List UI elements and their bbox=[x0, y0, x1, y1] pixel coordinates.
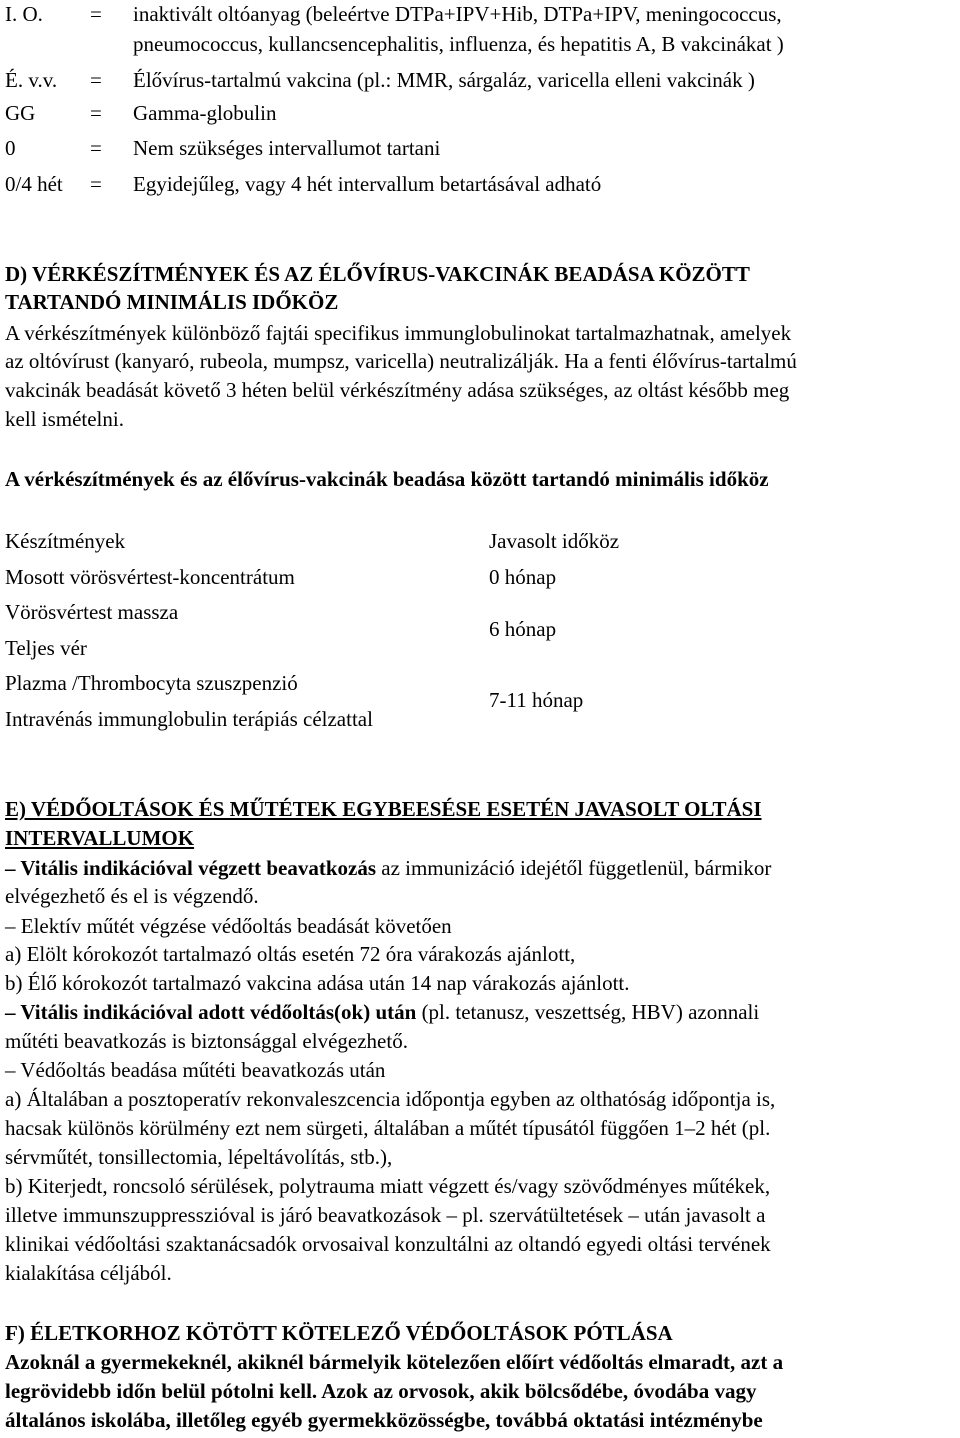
section-e-paragraph-line: – Védőoltás beadása műtéti beavatkozás után bbox=[5, 1058, 386, 1082]
section-e-heading-cont: INTERVALLUMOK bbox=[5, 826, 195, 850]
section-e-paragraph-line: – Elektív műtét végzése védőoltás beadását követően bbox=[5, 914, 452, 938]
section-e-paragraph-line: elvégezhető és el is végzendő. bbox=[5, 884, 259, 908]
equals-sign: = bbox=[90, 136, 102, 160]
section-d-paragraph-line: vakcinák beadását követő 3 héten belül vérkészítmény adása szükséges, az oltást később meg bbox=[5, 378, 790, 402]
section-e-paragraph-line: hacsak különös körülmény ezt nem sürgeti, általában a műtét típusától függően 1–2 hét (pl. bbox=[5, 1116, 771, 1140]
abbr-term: É. v.v. bbox=[5, 68, 58, 92]
section-e-paragraph-line: sérvműtét, tonsillectomia, lépeltávolítás, stb.), bbox=[5, 1145, 393, 1169]
abbr-definition: Nem szükséges intervallumot tartani bbox=[133, 136, 441, 160]
paragraph-text: az immunizáció idejétől függetlenül, bármikor bbox=[376, 856, 772, 880]
section-e-paragraph-line: b) Kiterjedt, roncsoló sérülések, polytrauma miatt végzett és/vagy szövődményes műtékek, bbox=[5, 1174, 771, 1198]
equals-sign: = bbox=[90, 2, 102, 26]
table-product: Vörösvértest massza bbox=[5, 600, 179, 624]
table-interval: 6 hónap bbox=[489, 617, 557, 641]
section-d-paragraph-line: A vérkészítmények különböző fajtái specifikus immunglobulinokat tartalmazhatnak, amelyek bbox=[5, 321, 792, 345]
equals-sign: = bbox=[90, 172, 102, 196]
abbr-term: 0 bbox=[5, 136, 16, 160]
table-product: Intravénás immunglobulin terápiás célzattal bbox=[5, 707, 373, 731]
section-e-paragraph-line: klinikai védőoltási szaktanácsadók orvosaival konzultálni az oltandó egyedi oltási tervének bbox=[5, 1232, 771, 1256]
equals-sign: = bbox=[90, 101, 102, 125]
section-e-paragraph-line: kialakítása céljából. bbox=[5, 1261, 172, 1285]
table-header-interval: Javasolt időköz bbox=[489, 529, 620, 553]
abbr-term: 0/4 hét bbox=[5, 172, 63, 196]
table-interval: 0 hónap bbox=[489, 565, 557, 589]
table-header-products: Készítmények bbox=[5, 529, 126, 553]
section-f-paragraph-line: Azoknál a gyermekeknél, akiknél bármelyik kötelezően előírt védőoltás elmaradt, azt a bbox=[5, 1350, 784, 1374]
section-e-paragraph-line: illetve immunszuppresszióval is járó beavatkozások – pl. szervátültetések – után javasolt a bbox=[5, 1203, 766, 1227]
section-e-paragraph bbox=[5, 1000, 759, 1025]
table-product: Teljes vér bbox=[5, 636, 87, 660]
abbr-definition: Egyidejűleg, vagy 4 hét intervallum betartásával adható bbox=[133, 172, 602, 196]
table-interval: 7-11 hónap bbox=[489, 688, 584, 712]
table-product: Mosott vörösvértest-koncentrátum bbox=[5, 565, 295, 589]
bold-phrase: – Vitális indikációval végzett beavatkozás bbox=[5, 856, 376, 880]
equals-sign: = bbox=[90, 68, 102, 92]
section-d-paragraph-line: kell ismételni. bbox=[5, 407, 124, 431]
section-f-paragraph-line: legrövidebb időn belül pótolni kell. Azok az orvosok, akik bölcsődébe, óvodába vagy bbox=[5, 1379, 757, 1403]
section-f-heading: F) ÉLETKORHOZ KÖTÖTT KÖTELEZŐ VÉDŐOLTÁSOK PÓTLÁSA bbox=[5, 1321, 673, 1345]
abbr-definition: inaktivált oltóanyag (beleértve DTPa+IPV+Hib, DTPa+IPV, meningococcus, bbox=[133, 2, 782, 26]
abbr-term: I. O. bbox=[5, 2, 43, 26]
abbr-definition: Élővírus-tartalmú vakcina (pl.: MMR, sárgaláz, varicella elleni vakcinák ) bbox=[133, 68, 755, 92]
section-d-paragraph-line: az oltóvírust (kanyaró, rubeola, mumpsz, varicella) neutralizálják. Ha a fenti élővírus-tartalmú bbox=[5, 349, 797, 373]
bold-phrase: – Vitális indikációval adott védőoltás(ok) után bbox=[5, 1000, 417, 1024]
section-e-paragraph-line: b) Élő kórokozót tartalmazó vakcina adása után 14 nap várakozás ajánlott. bbox=[5, 971, 630, 995]
section-e-paragraph-line: a) Elölt kórokozót tartalmazó oltás esetén 72 óra várakozás ajánlott, bbox=[5, 942, 576, 966]
section-d-heading: D) VÉRKÉSZÍTMÉNYEK ÉS AZ ÉLŐVÍRUS-VAKCINÁK BEADÁSA KÖZÖTT bbox=[5, 262, 750, 286]
section-f-paragraph-line: általános iskolába, illetőleg egyéb gyermekközösségbe, továbbá oktatási intézménybe bbox=[5, 1408, 763, 1432]
paragraph-text: (pl. tetanusz, veszettség, HBV) azonnali bbox=[416, 1000, 760, 1024]
abbr-definition-cont: pneumococcus, kullancsencephalitis, influenza, és hepatitis A, B vakcinákat ) bbox=[133, 32, 784, 56]
table-title: A vérkészítmények és az élővírus-vakcinák beadása között tartandó minimális időköz bbox=[5, 467, 769, 491]
section-e-paragraph bbox=[5, 856, 771, 881]
section-d-heading-cont: TARTANDÓ MINIMÁLIS IDŐKÖZ bbox=[5, 290, 339, 314]
table-product: Plazma /Thrombocyta szuszpenzió bbox=[5, 671, 298, 695]
section-e-paragraph-line: a) Általában a posztoperatív rekonvaleszcencia időpontja egyben az olthatóság időpontja is, bbox=[5, 1087, 776, 1111]
abbr-definition: Gamma-globulin bbox=[133, 101, 277, 125]
section-e-paragraph-line: műtéti beavatkozás is biztonsággal elvégezhető. bbox=[5, 1029, 408, 1053]
section-e-heading: E) VÉDŐOLTÁSOK ÉS MŰTÉTEK EGYBEESÉSE ESETÉN JAVASOLT OLTÁSI bbox=[5, 797, 762, 821]
abbr-term: GG bbox=[5, 101, 36, 125]
